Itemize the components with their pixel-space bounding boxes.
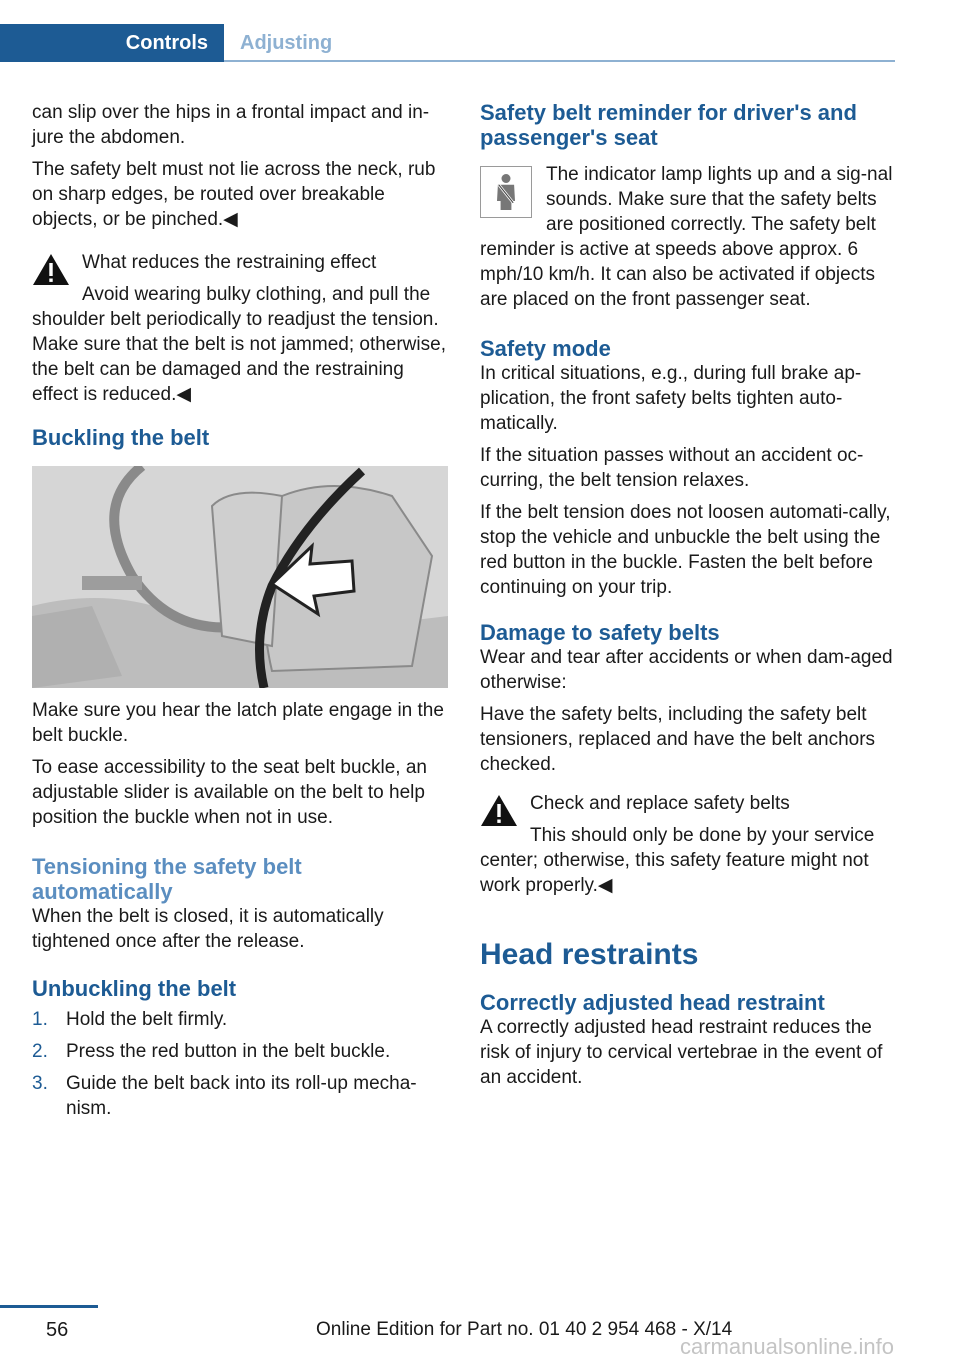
seat-belt-indicator-icon: [480, 166, 532, 218]
warning-triangle-icon: [480, 793, 518, 827]
heading-head-restraints: Head restraints: [480, 938, 699, 971]
warning-title: Check and replace safety belts: [530, 793, 790, 814]
heading-safety-mode: Safety mode: [480, 336, 611, 361]
heading-buckling: Buckling the belt: [32, 425, 210, 450]
heading-belt-reminder: Safety belt reminder for driver's and passenger's seat: [480, 100, 857, 150]
paragraph: A correctly adjusted head restraint reduces the risk of injury to cervical vertebrae in the event of an accident.: [480, 1017, 883, 1088]
heading-damage: Damage to safety belts: [480, 620, 720, 645]
warning-title: What reduces the restraining effect: [82, 252, 377, 273]
paragraph: can slip over the hips in a frontal impact and in-jure the abdomen.: [32, 102, 430, 148]
paragraph: The indicator lamp lights up and a sig-nal sounds. Make sure that the safety belts are positioned correctly. The safety belt reminder is active at speeds above approx. 6 mph/10 km/h. It can also be activated if objects are placed on the front passenger seat.: [480, 164, 893, 310]
warning-restraining-effect: [32, 250, 450, 407]
tab-adjusting[interactable]: Adjusting: [240, 31, 333, 54]
step-number: 2.: [32, 1041, 48, 1062]
list-item: [32, 1071, 450, 1121]
paragraph: When the belt is closed, it is automatically tightened once after the release.: [32, 906, 384, 952]
heading-unbuckling: Unbuckling the belt: [32, 976, 237, 1001]
warning-body: This should only be done by your service center; otherwise, this safety feature might not work properly.◀: [480, 825, 875, 896]
paragraph: Have the safety belts, including the safety belt tensioners, replaced and have the belt anchors checked.: [480, 704, 876, 775]
paragraph: If the belt tension does not loosen automati-cally, stop the vehicle and unbuckle the belt using the red button in the buckle. Fasten the belt before continuing on your trip.: [480, 502, 891, 598]
header-tabs: [0, 0, 895, 62]
paragraph: If the situation passes without an accident oc-curring, the belt tension relaxes.: [480, 445, 864, 491]
page-number: 56: [46, 1319, 69, 1341]
step-number: 1.: [32, 1009, 48, 1030]
warning-body: Avoid wearing bulky clothing, and pull the shoulder belt periodically to readjust the tension. Make sure that the belt is not jammed; otherwise, the belt can be damaged and the restraining effect is reduced.◀: [32, 284, 446, 405]
warning-check-replace: [480, 791, 898, 898]
paragraph: To ease accessibility to the seat belt buckle, an adjustable slider is available on the belt to help position the buckle when not in use.: [32, 757, 428, 828]
left-column: [32, 100, 450, 1128]
step-text: Press the red button in the belt buckle.: [66, 1041, 391, 1062]
list-item: [32, 1039, 450, 1064]
unbuckling-steps: [32, 1007, 450, 1121]
paragraph: In critical situations, e.g., during full brake ap-plication, the front safety belts tighten auto-matically.: [480, 363, 862, 434]
belt-reminder-block: [480, 162, 898, 312]
heading-correct-head-restraint: Correctly adjusted head restraint: [480, 990, 825, 1015]
right-column: [480, 100, 898, 1097]
warning-triangle-icon: [32, 252, 70, 286]
step-text: Hold the belt firmly.: [66, 1009, 228, 1030]
paragraph: Wear and tear after accidents or when dam-aged otherwise:: [480, 647, 893, 693]
watermark: carmanualsonline.info: [680, 1334, 895, 1359]
tab-underline: [224, 60, 895, 62]
step-number: 3.: [32, 1073, 48, 1094]
edition-line: Online Edition for Part no. 01 40 2 954 468 - X/14: [316, 1319, 733, 1340]
paragraph: The safety belt must not lie across the neck, rub on sharp edges, be routed over breakable objects, or be pinched.◀: [32, 159, 436, 230]
footer-rule: [0, 1305, 98, 1308]
paragraph: Make sure you hear the latch plate engage in the belt buckle.: [32, 700, 444, 746]
tab-controls[interactable]: Controls: [0, 24, 224, 62]
list-item: [32, 1007, 450, 1032]
heading-tensioning: Tensioning the safety belt automatically: [32, 854, 302, 904]
seat-belt-buckle-photo: [32, 466, 448, 688]
step-text: Guide the belt back into its roll-up mecha-nism.: [66, 1073, 417, 1119]
